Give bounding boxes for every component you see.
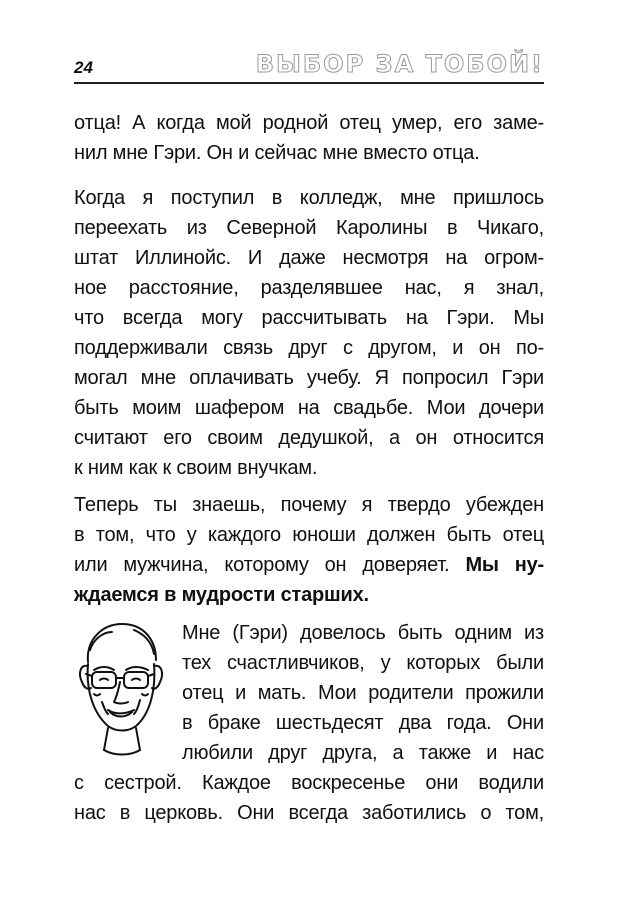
paragraph-2	[74, 183, 544, 483]
paragraph-3	[74, 490, 544, 610]
text-line	[74, 550, 544, 580]
text-line: с сестрой. Каждое воскресенье они водили	[74, 772, 544, 794]
text-line: штат Иллинойс. И даже несмотря на огром-	[74, 247, 544, 269]
text-line: отца! А когда мой родной отец умер, его заме-	[74, 112, 544, 134]
text-line: переехать из Северной Каролины в Чикаго,	[74, 217, 544, 239]
header-rule	[74, 82, 544, 84]
text-line: что всегда могу рассчитывать на Гэри. Мы	[74, 307, 544, 329]
text-line: ное расстояние, разделявшее нас, я знал,	[74, 277, 544, 299]
text-line: в браке шестьдесят два года. Они	[182, 712, 544, 734]
text-line: Мне (Гэри) довелось быть одним из	[182, 622, 544, 644]
text-line: к ним как к своим внучкам.	[74, 457, 318, 479]
text-run: или мужчина, которому он доверяет.	[74, 554, 466, 576]
text-line: Теперь ты знаешь, почему я твердо убежден	[74, 494, 544, 516]
paragraph-4	[74, 618, 544, 828]
text-line: отец и мать. Мои родители прожили	[182, 682, 544, 704]
text-line: быть моим шафером на свадьбе. Мои дочери	[74, 397, 544, 419]
text-line: любили друг друга, а также и нас	[182, 742, 544, 764]
text-line: Когда я поступил в колледж, мне пришлось	[74, 187, 544, 209]
text-line: тех счастливчиков, у которых были	[182, 652, 544, 674]
paragraph-1	[74, 108, 544, 168]
running-title: ВЫБОР ЗА ТОБОЙ!	[255, 50, 544, 78]
bold-text-run: Мы ну-	[465, 554, 545, 576]
text-line: нил мне Гэри. Он и сейчас мне вместо отца.	[74, 142, 480, 164]
text-line: поддерживали связь друг с другом, и он по-	[74, 337, 544, 359]
text-line: могал мне оплачивать учебу. Я попросил Гэри	[74, 367, 544, 389]
page-header	[74, 50, 544, 86]
bold-text-line: ждаемся в мудрости старших.	[74, 584, 369, 606]
text-line: нас в церковь. Они всегда заботились о том,	[74, 802, 544, 824]
text-line: считают его своим дедушкой, а он относится	[74, 427, 544, 449]
page-number: 24	[74, 58, 93, 77]
text-line: в том, что у каждого юноши должен быть отец	[74, 524, 544, 546]
